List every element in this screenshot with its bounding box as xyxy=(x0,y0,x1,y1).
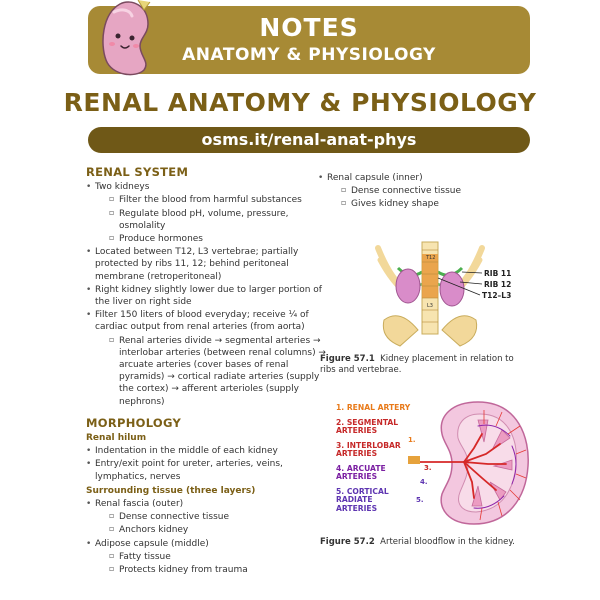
notes-title: NOTES xyxy=(259,13,359,42)
list-item: ▫ Anchors kidney xyxy=(95,524,326,536)
artery-labels xyxy=(336,404,416,519)
kidney-arteries-figure xyxy=(408,398,532,528)
l3-label: L3 xyxy=(427,303,433,309)
list-item: ▫ Renal arteries divide → segmental arteries → interlobar arteries (between renal columns) → arcuate arteries (cover bases of renal pyramids) → cortical radiate arteries (supply the cortex) → afferent arterioles (supply nephrons) xyxy=(95,335,326,408)
page-title: RENAL ANATOMY & PHYSIOLOGY xyxy=(63,88,537,117)
left-column xyxy=(86,166,326,577)
list-item: • Adipose capsule (middle) ▫ Fatty tissue ▫ Protects kidney from trauma xyxy=(86,538,326,577)
figure-57-1-caption: Figure 57.1 Kidney placement in relation to ribs and vertebrae. xyxy=(320,354,514,375)
t12-label: T12 xyxy=(426,255,436,261)
list-item: • Right kidney slightly lower due to larger portion of the liver on right side xyxy=(86,284,326,308)
list-item: • Entry/exit point for ureter, arteries, veins, lymphatics, nerves xyxy=(86,458,326,482)
list-item: ▫ Dense connective tissue xyxy=(327,185,518,197)
list-item: • Filter 150 liters of blood everyday; receive ¼ of cardiac output from renal arteries (from aorta) ▫ Renal arteries divide → segmental arteries → interlobar arteries (between renal columns) → arcuate arteries (cover bases of renal pyramids) → cortical radiate arteries (supply the cortex) → afferent arterioles (supply nephrons) xyxy=(86,309,326,408)
renal-hilum-title: Renal hilum xyxy=(86,433,147,444)
hilum-list xyxy=(86,445,326,483)
list-item: ▫ Produce hormones xyxy=(95,233,326,245)
t12-l3-label: T12–L3 xyxy=(482,291,512,300)
list-item: • Located between T12, L3 vertebrae; partially protected by ribs 11, 12; behind peritoneal membrane (retroperitoneal) xyxy=(86,246,326,283)
renal-system-heading: RENAL SYSTEM xyxy=(86,165,189,179)
label-segmental-arteries: 2. SEGMENTAL ARTERIES xyxy=(336,417,399,435)
label-renal-artery: 1. RENAL ARTERY xyxy=(336,403,411,412)
list-item: ▫ Protects kidney from trauma xyxy=(95,564,326,576)
right-column xyxy=(318,172,518,212)
num-5-marker: 5. xyxy=(416,496,424,504)
list-item: ▫ Regulate blood pH, volume, pressure, osmolality xyxy=(95,208,326,232)
label-arcuate-arteries: 4. ARCUATE ARTERIES xyxy=(336,463,386,481)
label-interlobar-arteries: 3. INTERLOBAR ARTERIES xyxy=(336,440,401,458)
list-item: ▫ Gives kidney shape xyxy=(327,198,518,210)
tissue-list xyxy=(86,498,326,576)
renal-system-list xyxy=(86,181,326,408)
label-cortical-radiate-arteries: 5. CORTICAL RADIATE ARTERIES xyxy=(336,486,389,513)
list-item: ▫ Dense connective tissue xyxy=(95,511,326,523)
url-link[interactable]: osms.it/renal-anat-phys xyxy=(88,127,530,153)
rib11-label: RIB 11 xyxy=(484,269,512,278)
morphology-heading: MORPHOLOGY xyxy=(86,415,182,430)
list-item: • Renal fascia (outer) ▫ Dense connective tissue ▫ Anchors kidney xyxy=(86,498,326,537)
list-item: ▫ Fatty tissue xyxy=(95,551,326,563)
kidney-placement-figure xyxy=(370,238,520,348)
list-item: • Renal capsule (inner) ▫ Dense connective tissue ▫ Gives kidney shape xyxy=(318,172,518,211)
num-4-marker: 4. xyxy=(420,478,428,486)
list-item: ▫ Filter the blood from harmful substances xyxy=(95,194,326,206)
num-1-marker: 1. xyxy=(408,436,416,444)
rib12-label: RIB 12 xyxy=(484,280,512,289)
list-item: • Indentation in the middle of each kidney xyxy=(86,445,326,457)
surrounding-tissue-title: Surrounding tissue (three layers) xyxy=(86,485,256,496)
figure-57-2-caption: Figure 57.2 Arterial bloodflow in the kidney. xyxy=(320,537,515,547)
subject-title: ANATOMY & PHYSIOLOGY xyxy=(182,45,436,65)
num-3-marker: 3. xyxy=(424,464,432,472)
list-item: • Two kidneys ▫ Filter the blood from harmful substances ▫ Regulate blood pH, volume, pressure, osmolality ▫ Produce hormones xyxy=(86,181,326,245)
